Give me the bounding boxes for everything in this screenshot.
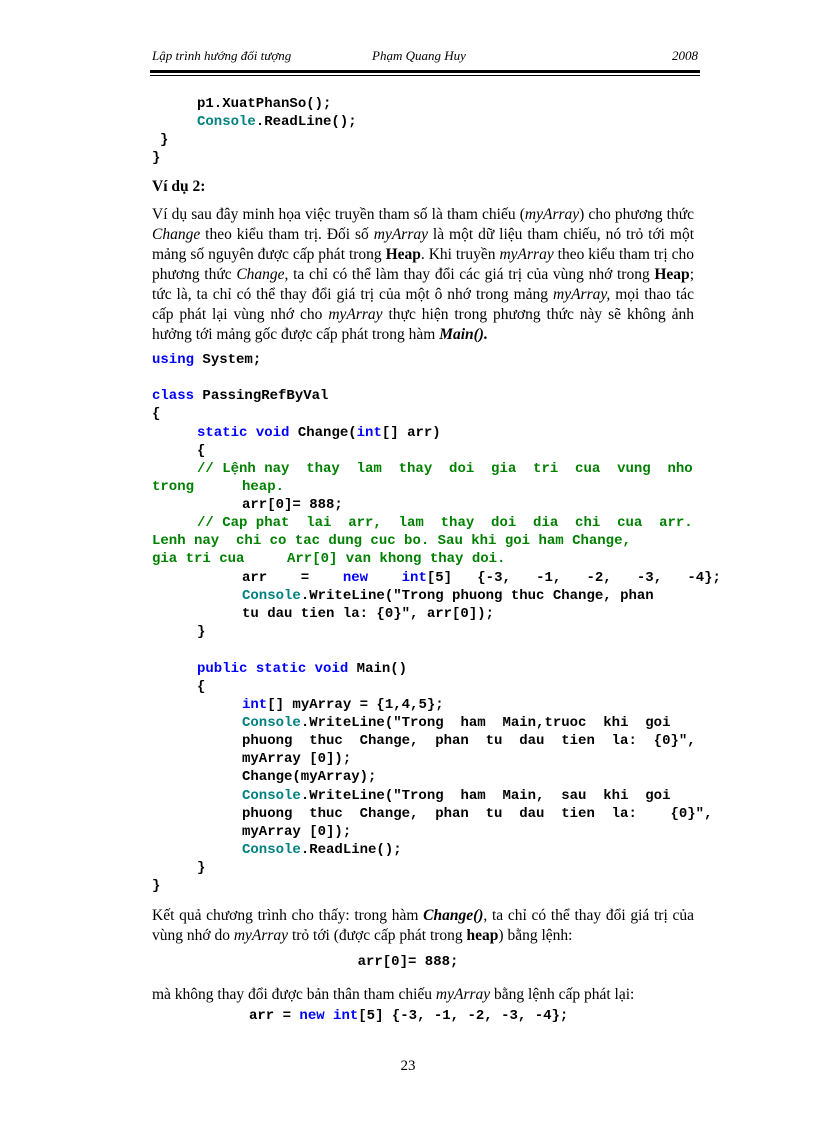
code-line: arr = new int[5] {-3, -1, -2, -3, -4}; xyxy=(242,570,721,586)
header-year: 2008 xyxy=(672,48,698,63)
code-line: static void Change(int[] arr) xyxy=(197,425,441,441)
code-line: int[] myArray = {1,4,5}; xyxy=(242,697,444,713)
header-rule-thin xyxy=(150,75,700,76)
code-line: Console.WriteLine("Trong ham Main, sau khi goi xyxy=(242,788,671,804)
code-line: } xyxy=(197,624,206,640)
header-book-title: Lập trình hướng đối tượng xyxy=(152,48,292,63)
code-line: } xyxy=(152,878,161,894)
code-line: { xyxy=(197,443,206,459)
code-line: myArray [0]); xyxy=(242,824,352,840)
code-comment: // Cap phat lai arr, lam thay doi dia chi cua arr. xyxy=(197,515,693,531)
code-line: tu dau tien la: {0}", arr[0]); xyxy=(242,606,495,622)
code-line: Console.ReadLine(); xyxy=(242,842,402,858)
code-line: phuong thuc Change, phan tu dau tien la: {0}", xyxy=(242,733,696,749)
code-line: arr[0]= 888; xyxy=(242,497,343,513)
code-comment: trong xyxy=(152,479,195,495)
code-line: } xyxy=(152,150,161,166)
code-line: arr = new int[5] {-3, -1, -2, -3, -4}; xyxy=(249,1008,569,1024)
code-comment: gia tri cua xyxy=(152,551,245,567)
code-line: { xyxy=(152,406,161,422)
paragraph-result: Kết quả chương trình cho thấy: trong hàm Change(), ta chỉ có thể thay đổi giá trị của vùng nhớ do myArray trỏ tới (được cấp phát trong heap) bằng lệnh: xyxy=(152,907,694,944)
header-rule-thick xyxy=(150,70,700,73)
code-line: class PassingRefByVal xyxy=(152,388,329,404)
code-line: myArray [0]); xyxy=(242,751,352,767)
code-line: Console.WriteLine("Trong ham Main,truoc khi goi xyxy=(242,715,671,731)
code-comment: Lenh nay chi co tac dung cuc bo. Sau khi goi ham Change, xyxy=(152,533,631,549)
page-number: 23 xyxy=(400,1058,416,1074)
code-line: Change(myArray); xyxy=(242,769,377,785)
code-line: } xyxy=(160,132,169,148)
code-line: } xyxy=(197,860,206,876)
code-line: public static void Main() xyxy=(197,661,408,677)
code-line: using System; xyxy=(152,352,262,368)
code-comment: Arr[0] van khong thay doi. xyxy=(287,551,506,567)
running-header xyxy=(152,48,698,66)
paragraph-intro: Ví dụ sau đây minh họa việc truyền tham số là tham chiếu (myArray) cho phương thức Change theo kiểu tham trị. Đối số myArray là một dữ liệu tham chiếu, nó trỏ tới một mảng số nguyên được cấp phát trong Heap. Khi truyền myArray theo kiểu tham trị cho phương thức Change, ta chỉ có thể làm thay đổi các giá trị của vùng nhớ trong Heap; tức là, ta chỉ có thể thay đổi giá trị của một ô nhớ trong mảng myArray, mọi thao tác cấp phát lại vùng nhớ cho myArray thực hiện trong phương thức này sẽ không ảnh hưởng tới mảng gốc được cấp phát trong hàm Main(). xyxy=(152,206,695,343)
code-line: Console.ReadLine(); xyxy=(197,114,357,130)
code-line: phuong thuc Change, phan tu dau tien la: {0}", xyxy=(242,806,713,822)
code-line: { xyxy=(197,679,206,695)
paragraph-conclusion: mà không thay đổi được bản thân tham chiếu myArray bằng lệnh cấp phát lại: xyxy=(152,986,635,1003)
code-line-centered: arr[0]= 888; xyxy=(357,954,459,970)
code-line: p1.XuatPhanSo(); xyxy=(197,96,332,112)
example-heading: Ví dụ 2: xyxy=(152,178,206,195)
code-line: Console.WriteLine("Trong phuong thuc Change, phan xyxy=(242,588,654,604)
code-comment: heap. xyxy=(242,479,285,495)
code-comment: // Lệnh nay thay lam thay doi gia tri cua vung nho xyxy=(197,461,693,477)
header-author: Phạm Quang Huy xyxy=(372,48,466,63)
